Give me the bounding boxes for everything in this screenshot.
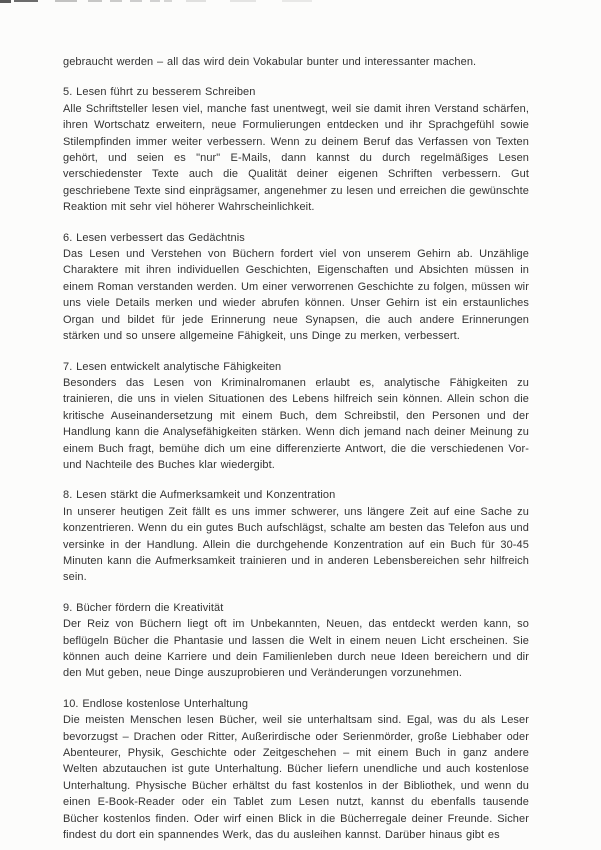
scan-artifact-dash	[230, 0, 256, 2]
paragraph-continuation: gebraucht werden – all das wird dein Vokabular bunter und interessanter machen.	[63, 56, 477, 68]
scan-artifact-dash	[164, 0, 172, 2]
scan-artifact-dash	[88, 0, 102, 2]
section-5-heading: 5. Lesen führt zu besserem Schreiben	[63, 86, 256, 99]
scan-artifact-dash	[186, 0, 206, 2]
section-6-heading: 6. Lesen verbessert das Gedächtnis	[63, 231, 245, 244]
section-8-heading: 8. Lesen stärkt die Aufmerksamkeit und Konzentration	[63, 489, 336, 502]
section-7-heading: 7. Lesen entwickelt analytische Fähigkeiten	[63, 360, 282, 373]
section-5	[63, 84, 529, 215]
scan-artifact-dash	[14, 0, 38, 2]
section-9-body: Der Reiz von Büchern liegt oft im Unbekannten, Neuen, das entdeckt werden kann, so beflügeln Bücher die Phantasie und lassen die Welt in einem neuen Licht erscheinen. Sie können auch deine Karriere und dein Familienleben durch neue Ideen bereichern und dir den Mut geben, neue Dinge auszuprobieren und Veränderungen vorzunehmen.	[63, 618, 529, 680]
section-6	[63, 230, 529, 345]
scan-artifact-dash	[0, 0, 11, 3]
section-7	[63, 359, 529, 474]
document-text	[63, 54, 529, 843]
section-9	[63, 600, 529, 682]
scan-artifact-top-edge	[0, 0, 601, 4]
scan-artifact-dash	[150, 0, 160, 2]
section-8-body: In unserer heutigen Zeit fällt es uns immer schwerer, uns längere Zeit auf eine Sache zu konzentrieren. Wenn du ein gutes Buch aufschlägst, schalte am besten das Telefon aus und versinke in der Handlung. Allein die durchgehende Konzentration auf ein Buch für 30-45 Minuten kann die Aufmerksamkeit trainieren und in anderen Lebensbereichen sehr hilfreich sein.	[63, 505, 529, 584]
section-10-heading: 10. Endlose kostenlose Unterhaltung	[63, 697, 249, 710]
section-7-body: Besonders das Lesen von Kriminalromanen erlaubt es, analytische Fähigkeiten zu trainieren, die uns in vielen Situationen des Lebens hilfreich sein können. Allein schon die kritische Auseinandersetzung mit einem Buch, dem Schreibstil, den Personen und der Handlung kann die Analysefähigkeiten stärken. Wenn dich jemand nach deiner Meinung zu einem Buch fragt, bemühe dich um eine differenzierte Antwort, die die verschiedenen Vor- und Nachteile des Buches klar wiedergibt.	[63, 376, 529, 471]
scan-artifact-dash	[282, 0, 312, 2]
section-10	[63, 696, 529, 844]
section-9-heading: 9. Bücher fördern die Kreativität	[63, 601, 224, 614]
section-10-body: Die meisten Menschen lesen Bücher, weil sie unterhaltsam sind. Egal, was du als Leser bevorzugst – Drachen oder Ritter, Außerirdische oder Serienmörder, große Liebhaber oder Abenteurer, Physik, Geschichte oder Zeitgeschehen – mit einem Buch in ganz andere Welten abzutauchen ist gute Unterhaltung. Bücher liefern unendliche und auch kostenlose Unterhaltung. Physische Bücher erhältst du fast kostenlos in der Bibliothek, und wenn du einen E-Book-Reader oder ein Tablet zum Lesen nutzt, kannst du ebenfalls tausende Bücher kostenlos finden. Oder wirf einen Blick in die Bücherregale deiner Freunde. Sicher findest du dort ein spannendes Werk, das du ausleihen kannst. Darüber hinaus gibt es	[63, 714, 529, 842]
section-5-body: Alle Schriftsteller lesen viel, manche fast unentwegt, weil sie damit ihren Verstand schärfen, ihren Wortschatz erweitern, neue Formulierungen entdecken und ihr Sprachgefühl sowie Stilempfinden immer weiter verbessern. Wenn zu deinem Beruf das Verfassen von Texten gehört, und seien es "nur" E-Mails, dann kannst du durch regelmäßiges Lesen verschiedenster Texte auch die Qualität deiner eigenen Schriften verbessern. Gut geschriebene Texte sind einprägsamer, angenehmer zu lesen und erreichen die gewünschte Reaktion mit sehr viel höherer Wahrscheinlichkeit.	[63, 102, 529, 214]
section-6-body: Das Lesen und Verstehen von Büchern fordert viel von unserem Gehirn ab. Unzählige Charaktere mit ihren individuellen Geschichten, Eigenschaften und Absichten müssen in einem Roman verstanden werden. Um einer verworrenen Geschichte zu folgen, müssen wir uns viele Details merken und wieder abrufen können. Unser Gehirn ist ein erstaunliches Organ und bildet für jede Erinnerung neue Synapsen, die auch andere Erinnerungen stärken und so unsere allgemeine Fähigkeit, uns Dinge zu merken, verbessert.	[63, 248, 529, 343]
scan-artifact-dash	[110, 0, 122, 2]
scan-artifact-dash	[55, 0, 77, 2]
scan-artifact-dash	[130, 0, 142, 2]
section-8	[63, 487, 529, 585]
